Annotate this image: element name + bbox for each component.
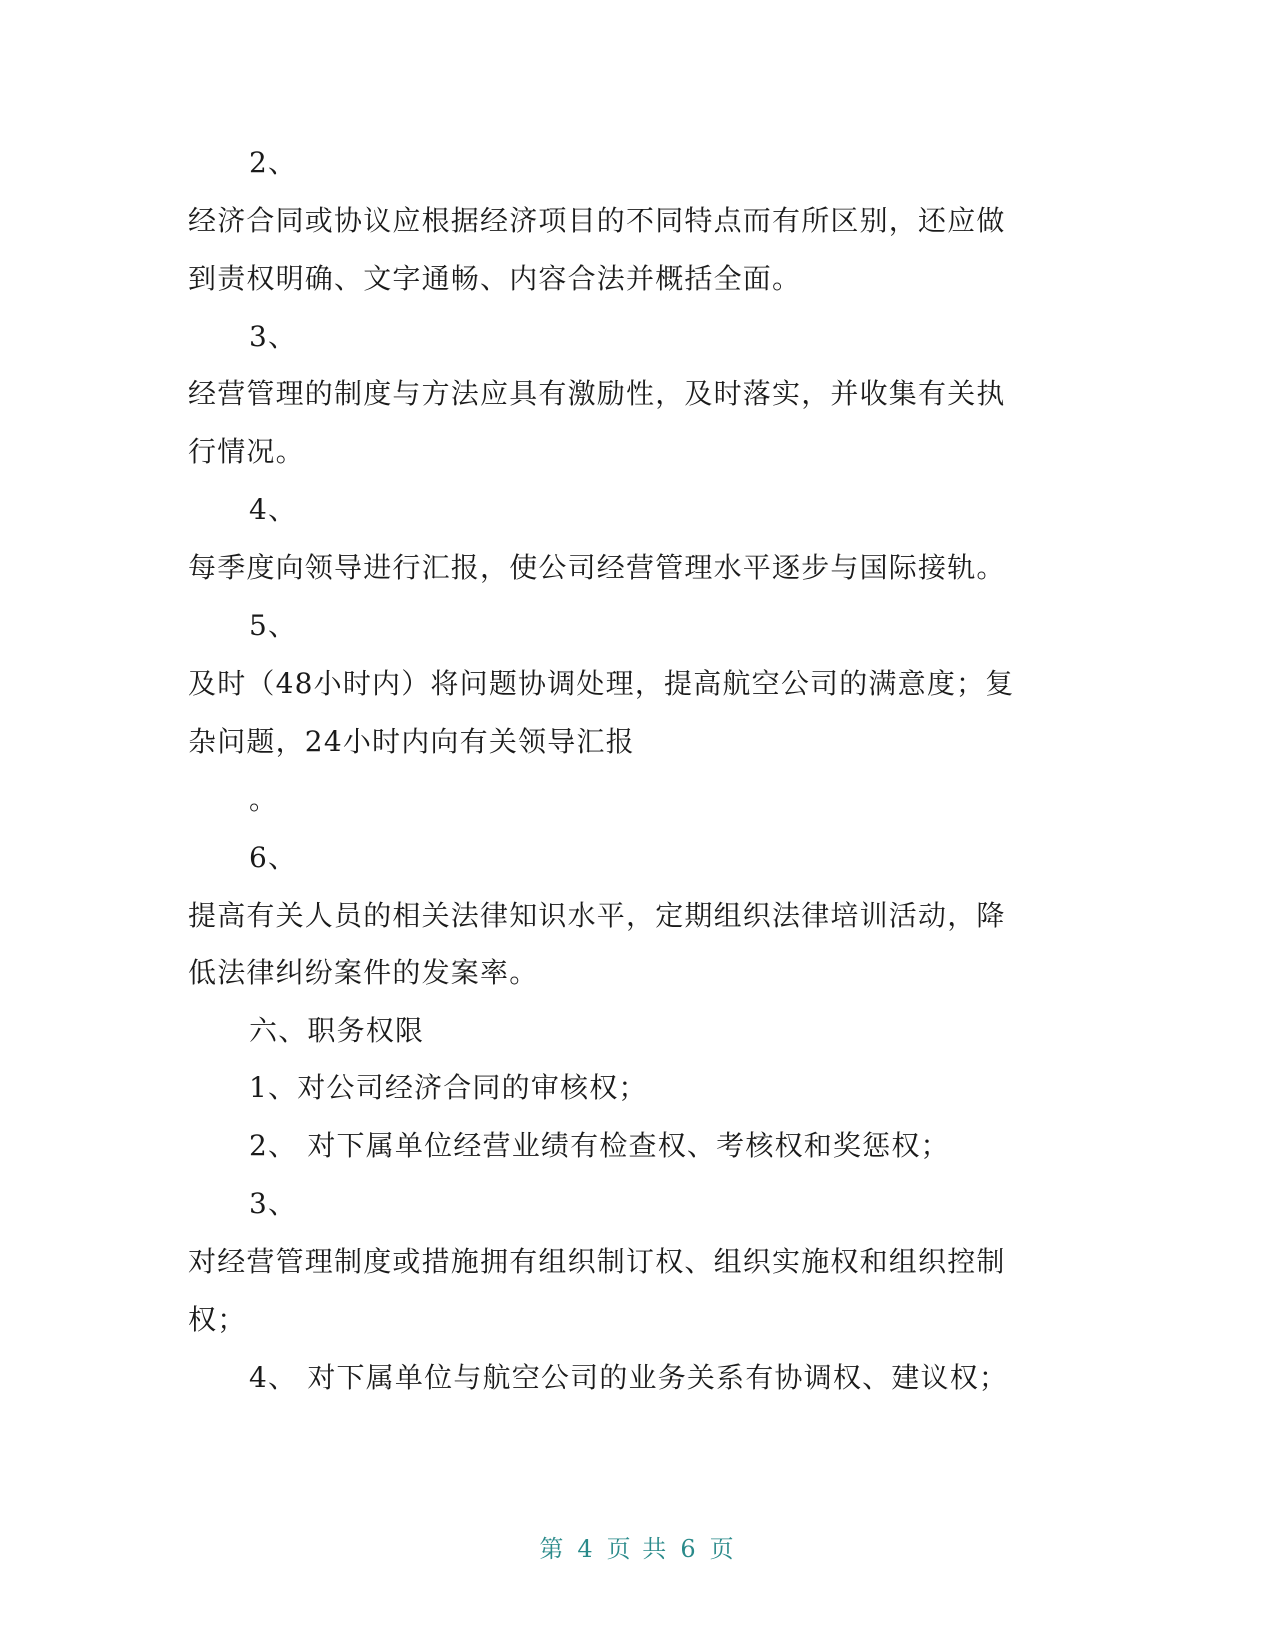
footer-current-page: 4 [577,1535,595,1563]
paragraph-line: 低法律纠纷案件的发案率。 [188,956,539,989]
footer-middle: 页 共 [606,1535,669,1563]
paragraph-line: 经营管理的制度与方法应具有激励性，及时落实，并收集有关执 [188,377,1006,410]
item-number-6: 6、 [249,841,298,874]
item-number-4: 4、 [249,493,298,526]
paragraph-line: 及时（48小时内）将问题协调处理，提高航空公司的满意度；复 [188,667,1015,700]
item-number-3b: 3、 [249,1187,298,1220]
paragraph-line: 经济合同或协议应根据经济项目的不同特点而有所区别，还应做 [188,204,1006,237]
list-item: 1、对公司经济合同的审核权； [249,1071,648,1104]
footer-prefix: 第 [539,1535,566,1563]
list-item: 2、 对下属单位经营业绩有检查权、考核权和奖惩权； [249,1129,950,1162]
paragraph-line: 每季度向领导进行汇报，使公司经营管理水平逐步与国际接轨。 [188,551,1006,584]
paragraph-line: 杂问题，24小时内向有关领导汇报 [188,725,635,758]
paragraph-line: 。 [249,783,279,816]
paragraph-line: 对经营管理制度或措施拥有组织制订权、组织实施权和组织控制 [188,1245,1006,1278]
paragraph-line: 行情况。 [188,435,305,468]
footer-suffix: 页 [709,1535,736,1563]
list-item: 4、 对下属单位与航空公司的业务关系有协调权、建议权； [249,1361,1009,1394]
item-number-2: 2、 [249,146,298,179]
paragraph-line: 提高有关人员的相关法律知识水平，定期组织法律培训活动，降 [188,899,1006,932]
item-number-5: 5、 [249,609,298,642]
page-footer [0,1533,1275,1565]
paragraph-line: 权； [188,1303,247,1336]
footer-total-pages: 6 [680,1535,698,1563]
paragraph-line: 到责权明确、文字通畅、内容合法并概括全面。 [188,262,802,295]
section-heading: 六、职务权限 [249,1014,425,1047]
item-number-3: 3、 [249,320,298,353]
